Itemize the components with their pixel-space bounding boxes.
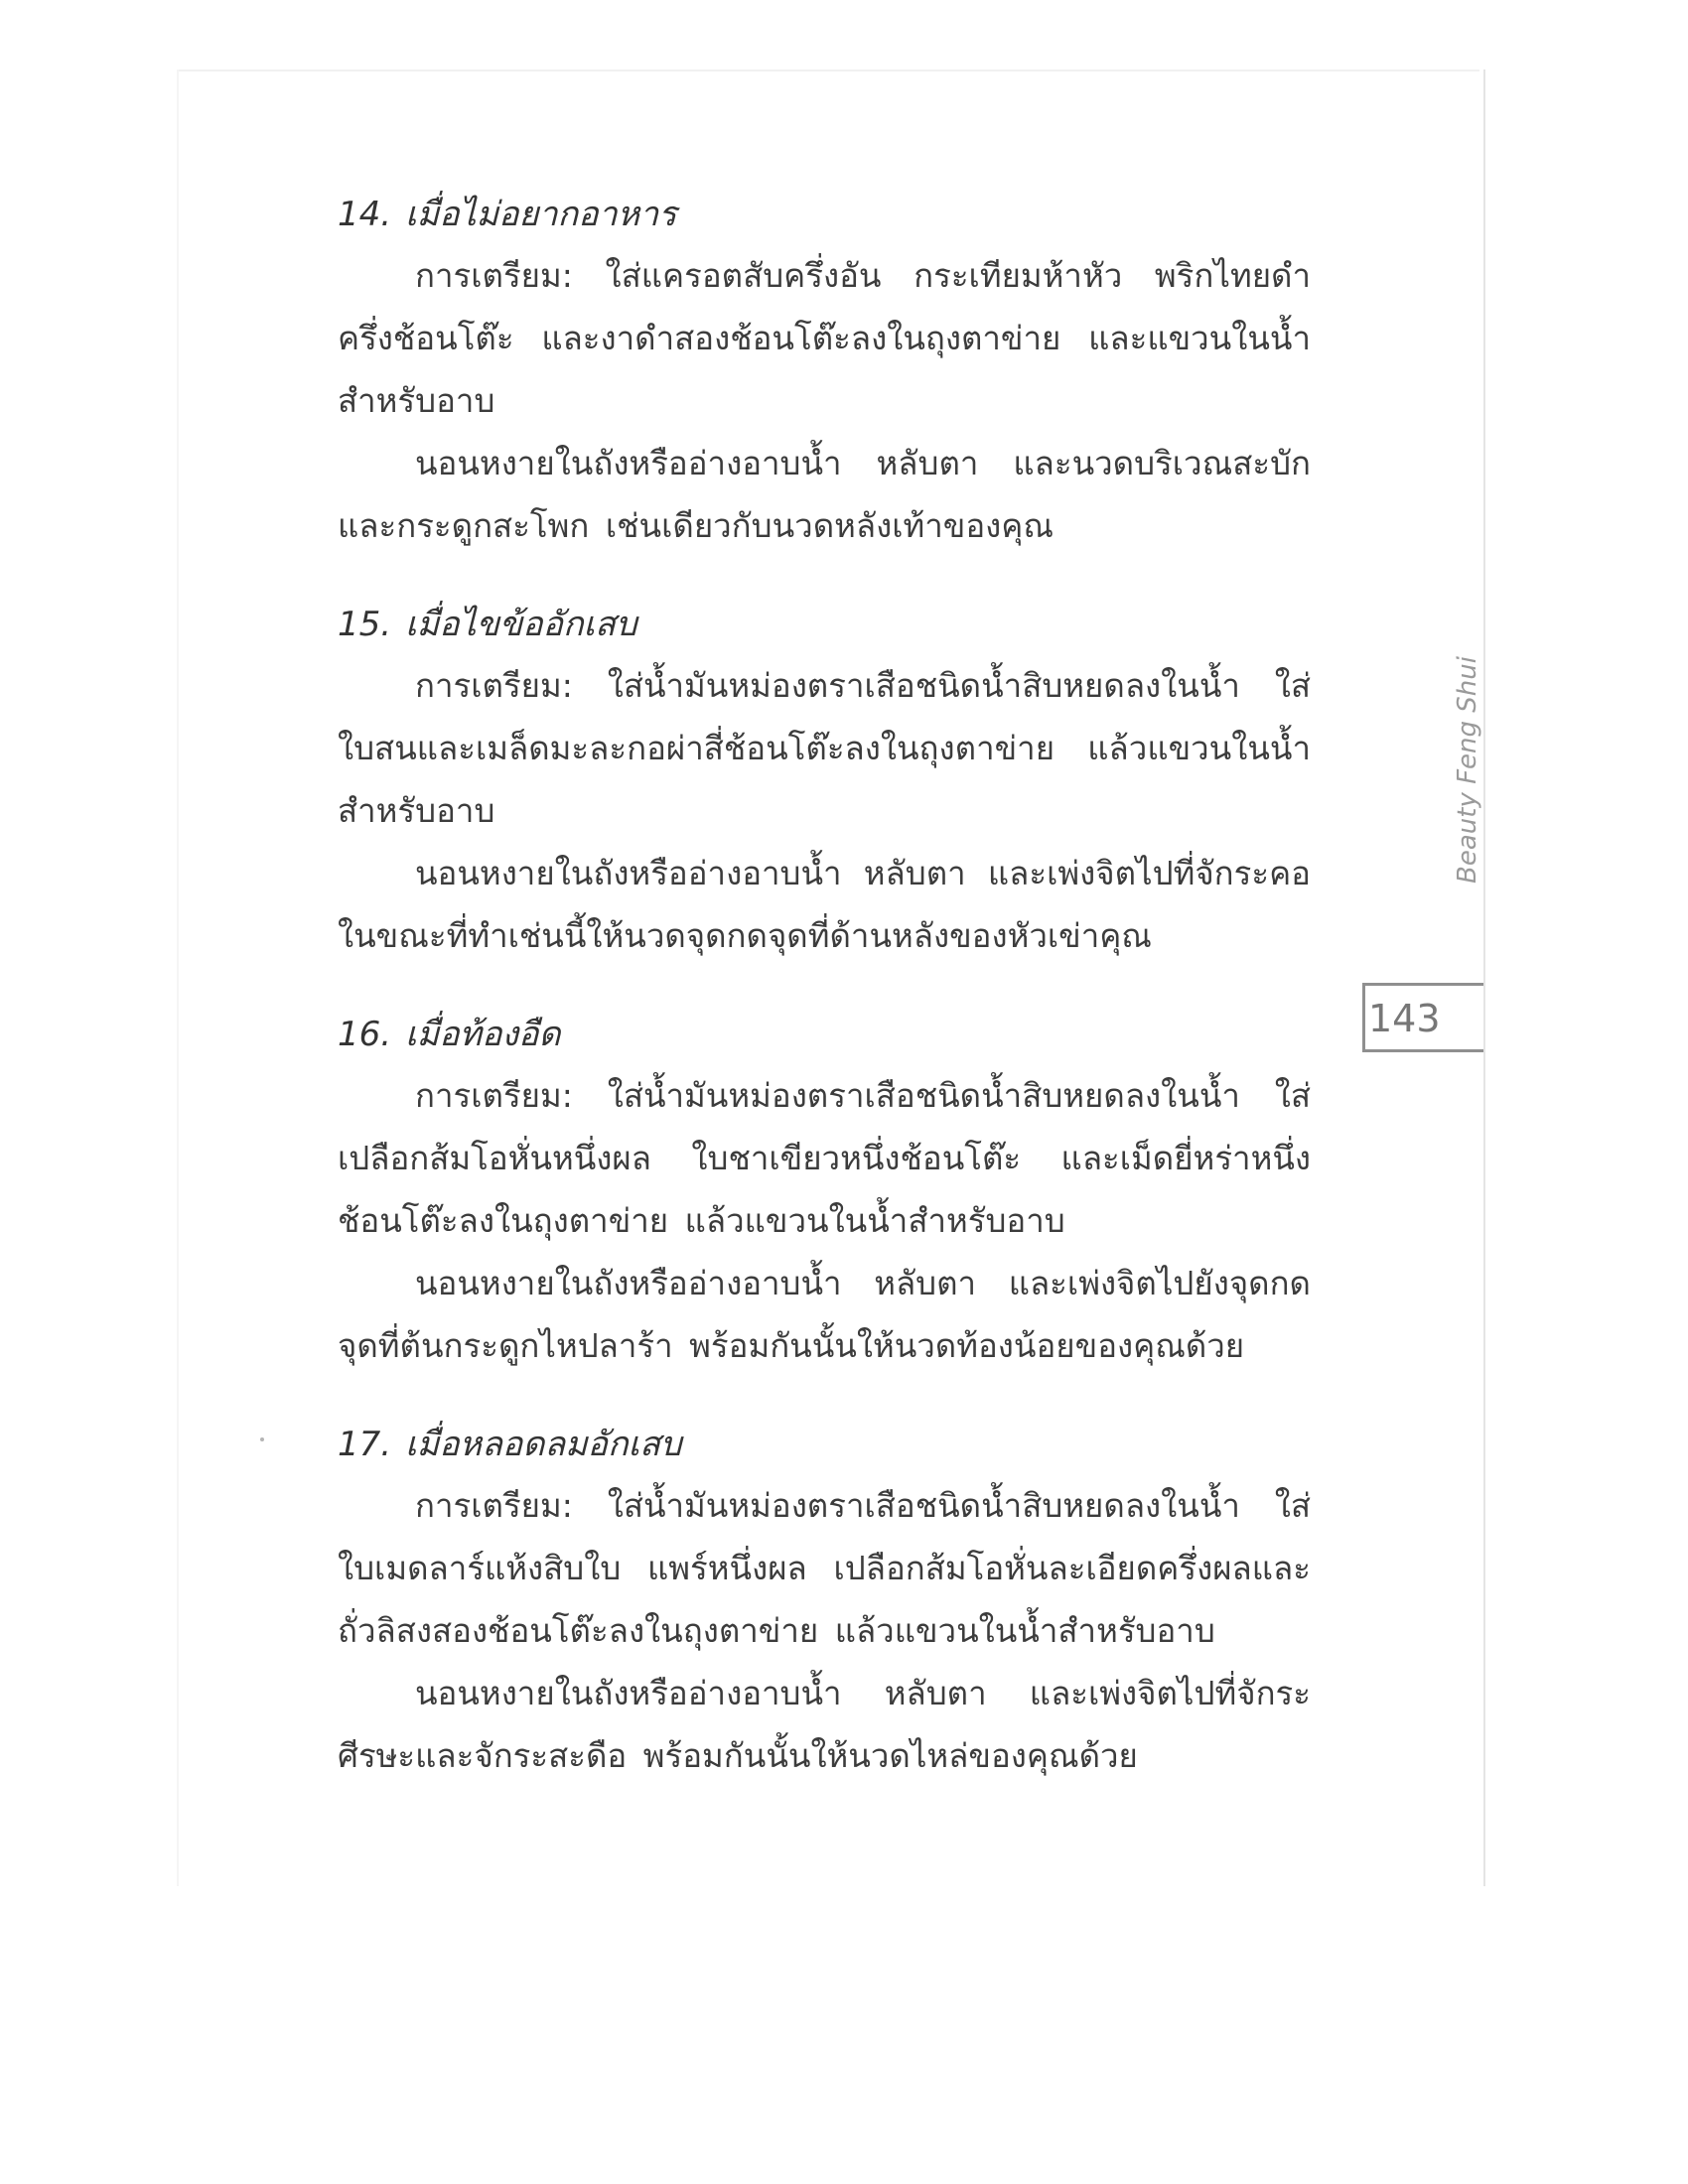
section-14: [338, 189, 1311, 557]
section-title: เมื่อไขข้ออักเสบ: [405, 605, 637, 644]
running-title: Beauty Feng Shui: [1453, 656, 1482, 884]
section-heading: [338, 1009, 1311, 1060]
instruction-paragraph: นอนหงายในถังหรืออ่างอาบน้ำ หลับตา และเพ่งจิตไปยังจุดกดจุดที่ต้นกระดูกไหปลาร้า พร้อมกันนั้นให้นวดท้องน้อยของคุณด้วย: [338, 1264, 1311, 1365]
folio-rule-bottom: [1362, 1049, 1483, 1052]
section-heading: [338, 189, 1311, 240]
section-number: 14.: [338, 195, 392, 234]
section-title: เมื่อหลอดลมอักเสบ: [405, 1425, 682, 1464]
preparation-paragraph: การเตรียม: ใส่น้ำมันหม่องตราเสือชนิดน้ำสิบหยดลงในน้ำ ใส่ใบสนและเมล็ดมะละกอผ่าสี่ช้อนโต๊ะลงในถุงตาข่าย แล้วแขวนในน้ำสำหรับอาบ: [338, 666, 1311, 830]
section-heading: [338, 599, 1311, 650]
section-number: 16.: [338, 1015, 392, 1054]
section-16: [338, 1009, 1311, 1377]
page-content: [338, 189, 1311, 1829]
preparation-paragraph: การเตรียม: ใส่น้ำมันหม่องตราเสือชนิดน้ำสิบหยดลงในน้ำ ใส่ใบเมดลาร์แห้งสิบใบ แพร์หนึ่งผล เปลือกส้มโอหั่นละเอียดครึ่งผลและถั่วลิสงสองช้อนโต๊ะลงในถุงตาข่าย แล้วแขวนในน้ำสำหรับอาบ: [338, 1486, 1311, 1650]
section-title: เมื่อท้องอืด: [405, 1015, 561, 1054]
section-title: เมื่อไม่อยากอาหาร: [405, 195, 677, 234]
preparation-paragraph: การเตรียม: ใส่น้ำมันหม่องตราเสือชนิดน้ำสิบหยดลงในน้ำ ใส่เปลือกส้มโอหั่นหนึ่งผล ใบชาเขียวหนึ่งช้อนโต๊ะ และเม็ดยี่หร่าหนึ่งช้อนโต๊ะลงในถุงตาข่าย แล้วแขวนในน้ำสำหรับอาบ: [338, 1076, 1311, 1240]
section-15: [338, 599, 1311, 967]
scan-edge-top: [177, 69, 1479, 71]
scan-edge-left: [177, 69, 179, 1886]
margin-rule: [1483, 69, 1485, 1886]
section-number: 17.: [338, 1425, 392, 1464]
instruction-paragraph: นอนหงายในถังหรืออ่างอาบน้ำ หลับตา และเพ่งจิตไปที่จักระคอ ในขณะที่ทำเช่นนี้ให้นวดจุดกดจุดที่ด้านหลังของหัวเข่าคุณ: [338, 854, 1311, 955]
section-heading: [338, 1419, 1311, 1470]
instruction-paragraph: นอนหงายในถังหรืออ่างอาบน้ำ หลับตา และเพ่งจิตไปที่จักระศีรษะและจักระสะดือ พร้อมกันนั้นให้นวดไหล่ของคุณด้วย: [338, 1674, 1311, 1775]
section-17: [338, 1419, 1311, 1787]
instruction-paragraph: นอนหงายในถังหรืออ่างอาบน้ำ หลับตา และนวดบริเวณสะบักและกระดูกสะโพก เช่นเดียวกับนวดหลังเท้าของคุณ: [338, 444, 1311, 545]
folio-rule-left: [1362, 983, 1365, 1052]
page-number: 143: [1368, 997, 1441, 1040]
scan-speck: [260, 1437, 264, 1441]
folio-rule-top: [1362, 983, 1483, 986]
preparation-paragraph: การเตรียม: ใส่แครอตสับครึ่งอัน กระเทียมห้าหัว พริกไทยดำครึ่งช้อนโต๊ะ และงาดำสองช้อนโต๊ะลงในถุงตาข่าย และแขวนในน้ำสำหรับอาบ: [338, 256, 1311, 420]
section-number: 15.: [338, 605, 392, 644]
